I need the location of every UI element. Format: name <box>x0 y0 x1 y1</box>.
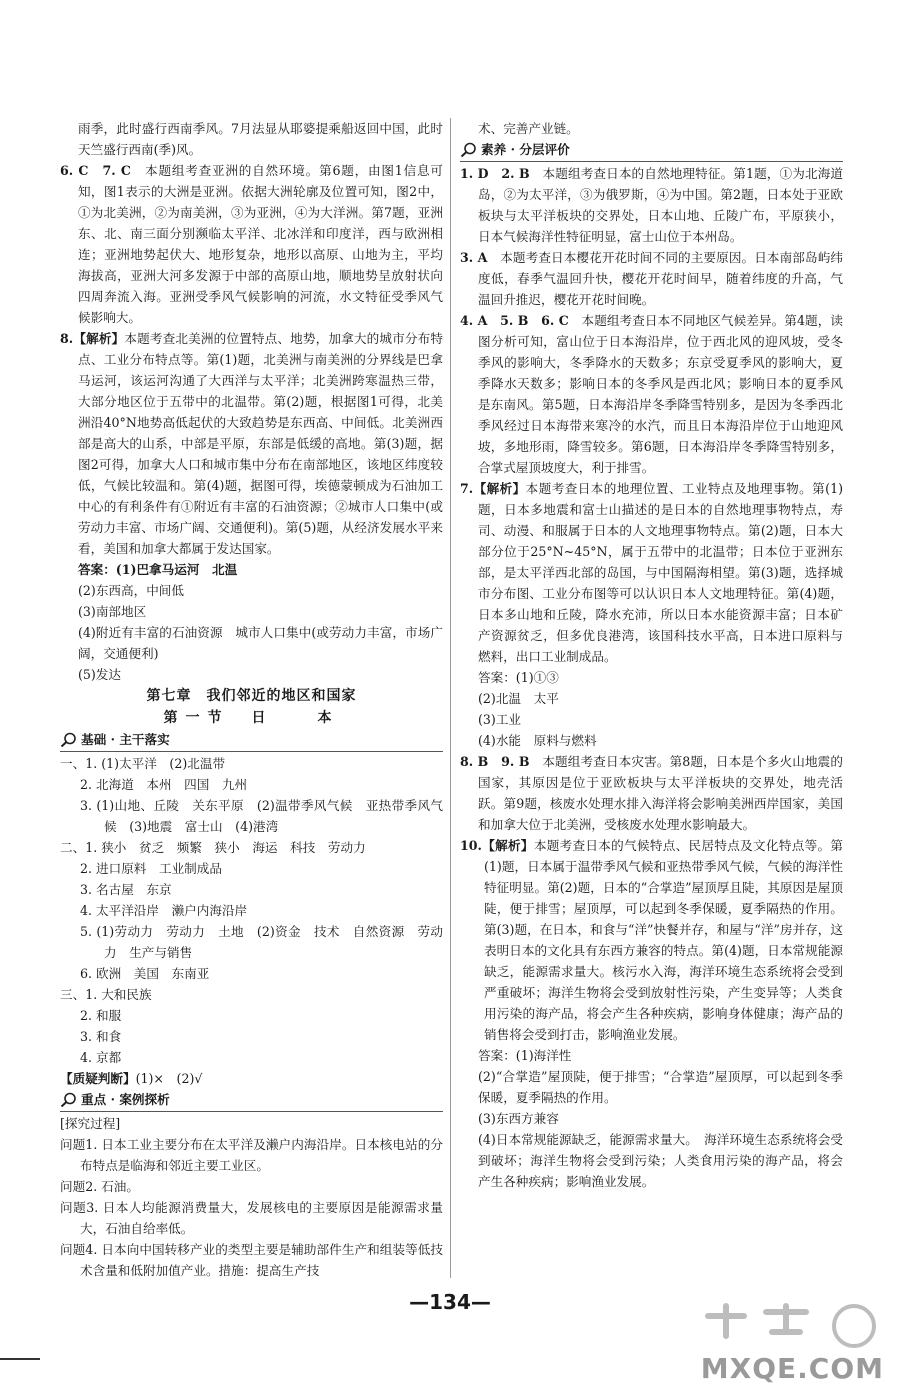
tanjiu-label: [探究过程] <box>60 1116 121 1131</box>
answer-q3 <box>460 247 843 310</box>
answer-line <box>60 559 443 580</box>
magnifier-icon <box>60 1092 78 1108</box>
base-item: 3. 和食 <box>80 1029 122 1044</box>
answer-line: (2)“合掌造”屋顶陡，便于排雪；“合掌造”屋顶厚，可以起到冬季保暖，夏季隔热的作用。 <box>478 1069 843 1105</box>
explanation-text: 本题考查北美洲的位置特点、地势，加拿大的城市分布特点、工业分布特点等。第(1)题，北美洲与南美洲的分界线是巴拿马运河，该运河沟通了大西洋与太平洋；北美洲跨寒温热三带，大部分地区位于五带中的北温带。第(2)题，根据图1可得，北美洲沿40°N地势高低起伏的大致趋势是东西高、中间低。北美洲西部是高大的山系，中部是平原，东部是低缓的高地。第(3)题，据图2可得，加拿大人口和城市集中分布在南部地区，该地区纬度较低，气候比较温和。第(4)题，据图可得，埃德蒙顿成为石油加工中心的有利条件有①附近有丰富的石油资源；②城市人口集中(或劳动力丰富、市场广阔、交通便利)。第(5)题，从经济发展水平来看，美国和加拿大都属于发达国家。 <box>78 331 444 556</box>
explanation-text: 本题考查日本的地理位置、工业特点及地理事物。第(1)题，日本多地震和富士山描述的是日本的自然地理事物特点，寿司、动漫、和服属于日本的人文地理事物特点。第(2)题，日本大部分位于25°N~45°N，属于五带中的北温带；日本位于亚洲东部，是太平洋西北部的岛国，与中国隔海相望。第(3)题，选择城市分布图、工业分布图等可以认识日本人文地理特征。第(4)题，日本多山地和丘陵，降水充沛，所以日本水能资源丰富；日本矿产资源贫乏，但多优良港湾，该国科技水平高，日本进口原料与燃料，出口工业制成品。 <box>478 481 843 664</box>
wenti-item: 问题1. 日本工业主要分布在太平洋及濑户内海沿岸。日本核电站的分布特点是临海和邻近主要工业区。 <box>60 1137 443 1173</box>
question-number: 3. A <box>460 250 488 265</box>
answer-q1-2 <box>460 163 843 247</box>
explanation-text: 本题组考查日本灾害。第8题，日本是个多火山地震的国家，其原因是位于亚欧板块与太平洋板块的交界处，地壳活跃。第9题，核废水处理水排入海洋将会影响美洲西岸国家，美国和加拿大位于北美洲，受核废水处理水影响最大。 <box>478 754 843 832</box>
left-column <box>60 118 443 1281</box>
corner-mark <box>0 1358 40 1360</box>
answer-q6-7 <box>60 160 443 328</box>
question-number: 1. D 2. B <box>460 166 530 181</box>
base-item: 一、1. (1)太平洋 (2)北温带 <box>60 756 226 771</box>
answer-line: (2)北温 太平 <box>478 691 559 706</box>
answer-label: 答案：(1)巴拿马运河 北温 <box>78 562 238 577</box>
answer-line: (2)东西高，中间低 <box>78 583 184 598</box>
analysis-tag: 【解析】 <box>73 331 125 346</box>
section-heading-base <box>60 729 443 751</box>
base-item: 3. 名古屋 东京 <box>80 882 172 897</box>
zhiyi-judgement <box>60 1068 443 1089</box>
base-item: 2. 和服 <box>80 1008 122 1023</box>
analysis-tag: 【解析】 <box>481 838 534 853</box>
question-number: 8. <box>60 331 74 346</box>
base-item: 6. 欧洲 美国 东南亚 <box>80 966 210 981</box>
column-divider <box>450 118 451 1278</box>
right-column <box>460 118 843 1192</box>
heading-text: 素养 · 分层评价 <box>481 142 570 157</box>
base-item: 4. 京都 <box>80 1050 122 1065</box>
answer-q7 <box>460 478 843 667</box>
answer-line: (5)发达 <box>78 667 122 682</box>
base-item: 二、1. 狭小 贫乏 频繁 狭小 海运 科技 劳动力 <box>60 840 366 855</box>
paragraph-continued: 术、完善产业链。 <box>478 121 579 136</box>
wenti-item: 问题2. 石油。 <box>60 1179 139 1194</box>
analysis-tag: 【解析】 <box>473 481 526 496</box>
heading-text: 基础 · 主干落实 <box>81 732 170 747</box>
answer-line: (3)工业 <box>478 712 522 727</box>
answer-line: 答案：(1)①③ <box>478 670 559 685</box>
base-item: 三、1. 大和民族 <box>60 987 152 1002</box>
answer-q8-9 <box>460 751 843 835</box>
wenti-item: 问题3. 日本人均能源消费量大，发展核电的主要原因是能源需求量大，石油自给率低。 <box>60 1200 443 1236</box>
answer-line: (4)日本常规能源缺乏，能源需求量大。 海洋环境生态系统将会受到破坏；海洋生物将会受到污染；人类食用污染的海产品，将会产生各种疾病；影响渔业发展。 <box>478 1132 843 1189</box>
question-number: 10. <box>460 838 482 853</box>
question-number: 7. <box>460 481 474 496</box>
answer-line: 答案：(1)海洋性 <box>478 1048 572 1063</box>
answer-line: (4)水能 原料与燃料 <box>478 733 597 748</box>
question-number: 8. B 9. B <box>460 754 530 769</box>
answer-q10 <box>460 835 843 1045</box>
heading-text: 重点 · 案例探析 <box>81 1092 170 1107</box>
magnifier-icon <box>460 142 478 158</box>
question-number: 4. A 5. B 6. C <box>460 313 569 328</box>
base-item: 2. 北海道 本州 四国 九州 <box>80 777 248 792</box>
explanation-text: 本题考查日本樱花开花时间不同的主要原因。日本南部岛屿纬度低，春季气温回升快，樱花开花时间早，随着纬度的升高，气温回升推迟，樱花开花时间晚。 <box>478 250 844 307</box>
question-number: 6. C 7. C <box>60 163 131 178</box>
section-title: 第一节 日 本 <box>163 710 340 726</box>
answer-q4-6 <box>460 310 843 478</box>
base-item: 2. 进口原料 工业制成品 <box>80 861 222 876</box>
magnifier-icon <box>60 732 78 748</box>
explanation-text: 本题考查日本的气候特点、民居特点及文化特点等。第(1)题，日本属于温带季风气候和亚热带季风气候，气候的海洋性特征明显。第(2)题，日本的“合掌造”屋顶厚且陡，其原因是屋顶陡，便于排雪；屋顶厚，可以起到冬季保暖，夏季隔热的作用。第(3)题，在日本，和食与“洋”快餐并存，和屋与“洋”房并存，这表明日本的文化具有东西方兼容的特点。第(4)题，日本常规能源缺乏，能源需求量大。核污水入海，海洋环境生态系统将会受到严重破坏；海洋生物将会受到放射性污染，产生变异等；人类食用污染的海产品，将会产生各种疾病，影响身体健康；海产品的销售将会受到打击，影响渔业发展。 <box>484 838 844 1042</box>
section-heading-key <box>60 1089 443 1111</box>
base-item: 4. 太平洋沿岸 濑户内海沿岸 <box>80 903 248 918</box>
answer-q8 <box>60 328 443 559</box>
base-item: 3. (1)山地、丘陵 关东平原 (2)温带季风气候 亚热带季风气候 (3)地震 富士山 (4)港湾 <box>80 798 443 834</box>
explanation-text: 本题组考查日本不同地区气候差异。第4题，读图分析可知，富山位于日本海沿岸，位于西北风的迎风坡，受冬季风的影响大，冬季降水的天数多；东京受夏季风的影响大，夏季降水天数多；影响日本的冬季风是西北风；影响日本的夏季风是东南风。第5题，日本海沿岸冬季降雪特别多，是因为冬季西北季风经过日本海带来寒冷的水汽，而且日本海沿岸位于山地迎风坡，多地形雨，降雪较多。第6题，日本海沿岸冬季降雪特别多，合掌式屋顶坡度大，利于排雪。 <box>478 313 843 475</box>
page-number: —134— <box>409 1290 491 1314</box>
answer-line: (4)附近有丰富的石油资源 城市人口集中(或劳动力丰富，市场广阔，交通便利) <box>78 625 443 661</box>
chapter-title: 第七章 我们邻近的地区和国家 <box>146 688 357 704</box>
section-heading-literacy <box>460 139 843 161</box>
paragraph-continued: 雨季，此时盛行西南季风。7月法显从耶婆提乘船返回中国，此时天竺盛行西南(季)风。 <box>78 121 443 157</box>
watermark-text: MXQE.COM <box>700 1352 884 1385</box>
zhiyi-tag: 【质疑判断】 <box>60 1071 136 1086</box>
explanation-text: 本题组考查日本的自然地理特征。第1题，①为北海道岛，②为太平洋，③为俄罗斯，④为中国。第2题，日本处于亚欧板块与太平洋板块的交界处，日本山地、丘陵广布，平原狭小，日本气候海洋性特征明显，富士山位于本州岛。 <box>478 166 843 244</box>
answer-line: (3)东西方兼容 <box>478 1111 559 1126</box>
wenti-item: 问题4. 日本向中国转移产业的类型主要是辅助部件生产和组装等低技术含量和低附加值产业。措施：提高生产技 <box>60 1242 443 1278</box>
zhiyi-text: (1)× (2)√ <box>135 1071 203 1086</box>
explanation-text: 本题组考查亚洲的自然环境。第6题，由图1信息可知，图1表示的大洲是亚洲。依据大洲轮廓及位置可知，图2中，①为北美洲，②为南美洲，③为亚洲，④为大洋洲。第7题，亚洲东、北、南三面分别濒临太平洋、北冰洋和印度洋，西与欧洲相连；亚洲地势起伏大、地形复杂，地形以高原、山地为主，平均海拔高，亚洲大河多发源于中部的高原山地，顺地势呈放射状向四周奔流入海。亚洲受季风气候影响的河流，水文特征受季风气候影响大。 <box>78 163 443 325</box>
answer-line: (3)南部地区 <box>78 604 147 619</box>
base-item: 5. (1)劳动力 劳动力 土地 (2)资金 技术 自然资源 劳动力 生产与销售 <box>80 924 443 960</box>
